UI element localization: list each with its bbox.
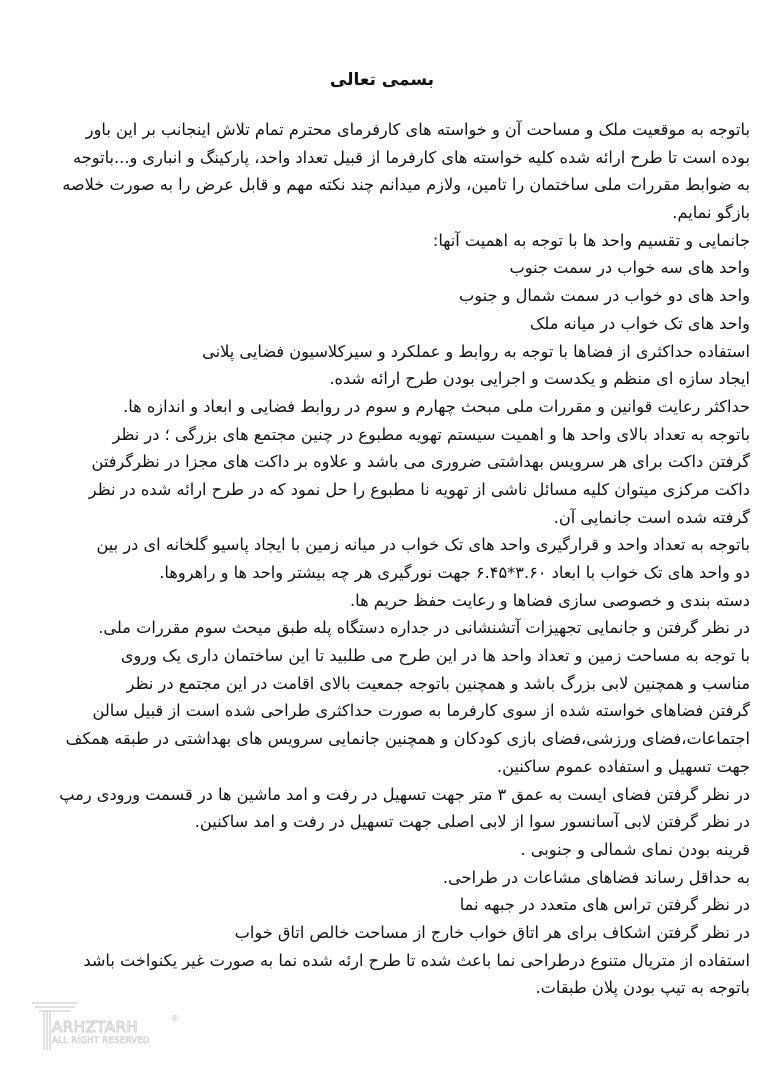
text-line: در نظر گرفتن اشکاف برای هر اتاق خواب خارج از مساحت خالص اتاق خواب [234,922,750,942]
text-line: بوده است تا طرح ارائه شده کلیه خواسته های کارفرما از قبیل تعداد واحد، پارکینگ و انباری و...باتوجه [73,147,750,167]
text-line: استفاده از متریال متنوع درطراحی نما باعث شده تا طرح ارئه شده نما به صورت غیر یکنواخت باشد [83,950,750,970]
watermark-rights: ALL RIGHT RESERVED [52,1036,150,1046]
text-line: باتوجه به تیپ بودن پلان طبقات. [535,978,750,998]
text-line: به حداقل رساند فضاهای مشاعات در طراحی. [442,867,750,887]
text-line: قرینه بودن نمای شمالی و جنوبی . [520,839,750,859]
text-line: استفاده حداکثری از فضاها با توجه به روابط و عملکرد و سیرکلاسیون فضایی پلانی [202,341,750,361]
text-line: در نظر گرفتن لابی آسانسور سوا از لابی اصلی جهت تسهیل در رفت و امد ساکنین. [194,812,750,832]
text-line: گرفته شده است جانمایی آن. [553,507,750,527]
text-line: در نظر گرفتن تراس های متعدد در جبهه نما [459,895,750,915]
watermark-brand: ARHZTARH [52,1018,139,1036]
text-line: واحد های سه خواب در سمت جنوب [509,258,750,278]
text-line: در نظر گرفتن و جانمایی تجهیزات آتشنشانی در جداره دستگاه پله طبق میحث سوم مقررات ملی. [98,618,750,638]
text-line: به ضوابط مقررات ملی ساختمان را تامین، ولازم میدانم چند نکته مهم و قابل عرض را به صورت خلاصه [62,175,750,195]
document-title: بسمی تعالی [329,70,435,90]
text-line: باتوجه به تعداد بالای واحد ها و اهمیت سیستم تهویه مطبوع در چنین مجتمع های بزرگی ؛ در نظر [112,424,750,444]
text-line: دسته بندی و خصوصی سازی فضاها و رعایت حفظ حریم ها. [350,590,750,610]
text-line: بازگو نمایم. [672,203,750,223]
text-line: مناسب و همچنین لابی بزرگ باشد و همچنین باتوجه جمعیت بالای اقامت در این مجتمع در نظر [126,673,750,693]
text-line: گرفتن فضاهای خواسته شده از سوی کارفرما به صورت حداکثری طراحی شده است از قبیل سالن [92,701,750,721]
text-line: باتوجه به موقعیت ملک و مساحت آن و خواسته های کارفرمای محترم تمام تلاش اینجانب بر این باور [85,120,750,139]
watermark-logo [30,1000,180,1052]
text-line: واحد های تک خواب در میانه ملک [529,313,750,333]
text-line: اجتماعات،فضای ورزشی،فضای بازی کودکان و همچنین جانمایی سرویس های بهداشتی در طبقه همکف [65,729,750,749]
text-line: جهت تسهیل و استفاده عموم ساکنین. [496,756,750,776]
text-line: با توجه به مساحت زمین و تعداد واحد ها در این طرح می طلبید تا این ساختمان داری یک وروی [120,646,750,666]
text-line: جانمایی و تقسیم واحد ها با توجه به اهمیت آنها: [432,230,750,250]
text-line: گرفتن داکت برای هر سرویس بهداشتی ضروری می باشد و علاوه بر داکت های مجزا در نظرگرفتن [91,452,750,472]
text-line: داکت مرکزی میتوان کلیه مسائل ناشی از تهویه نا مطبوع را حل نمود که در طرح ارائه شده در نظر [88,479,750,499]
text-line: در نظر گرفتن فضای ایست به عمق ۳ متر جهت تسهیل در رفت و امد ماشین ها در قسمت ورودی رمپ [59,784,750,804]
registered-mark: ® [171,1014,179,1023]
text-line: دو واحد های تک خواب با ابعاد ۳.۶۰*۶.۴۵ جهت نورگیری هر چه بیشتر واحد ها و راهروها. [159,563,750,582]
text-line: باتوجه به تعداد واحد و قرارگیری واحد های تک خواب در میانه زمین با ایجاد پاسیو گلخانه ای در بین [96,535,750,555]
text-line: ایجاد سازه ای منظم و یکدست و اجرایی بودن طرح ارائه شده. [329,369,750,389]
text-line: حداکثر رعایت قوانین و مقررات ملی مبحث چهارم و سوم در روابط فضایی و ابعاد و اندازه ها. [123,396,750,416]
text-line: واحد های دو خواب در سمت شمال و جنوب [458,286,750,306]
document-body [10,116,750,1002]
